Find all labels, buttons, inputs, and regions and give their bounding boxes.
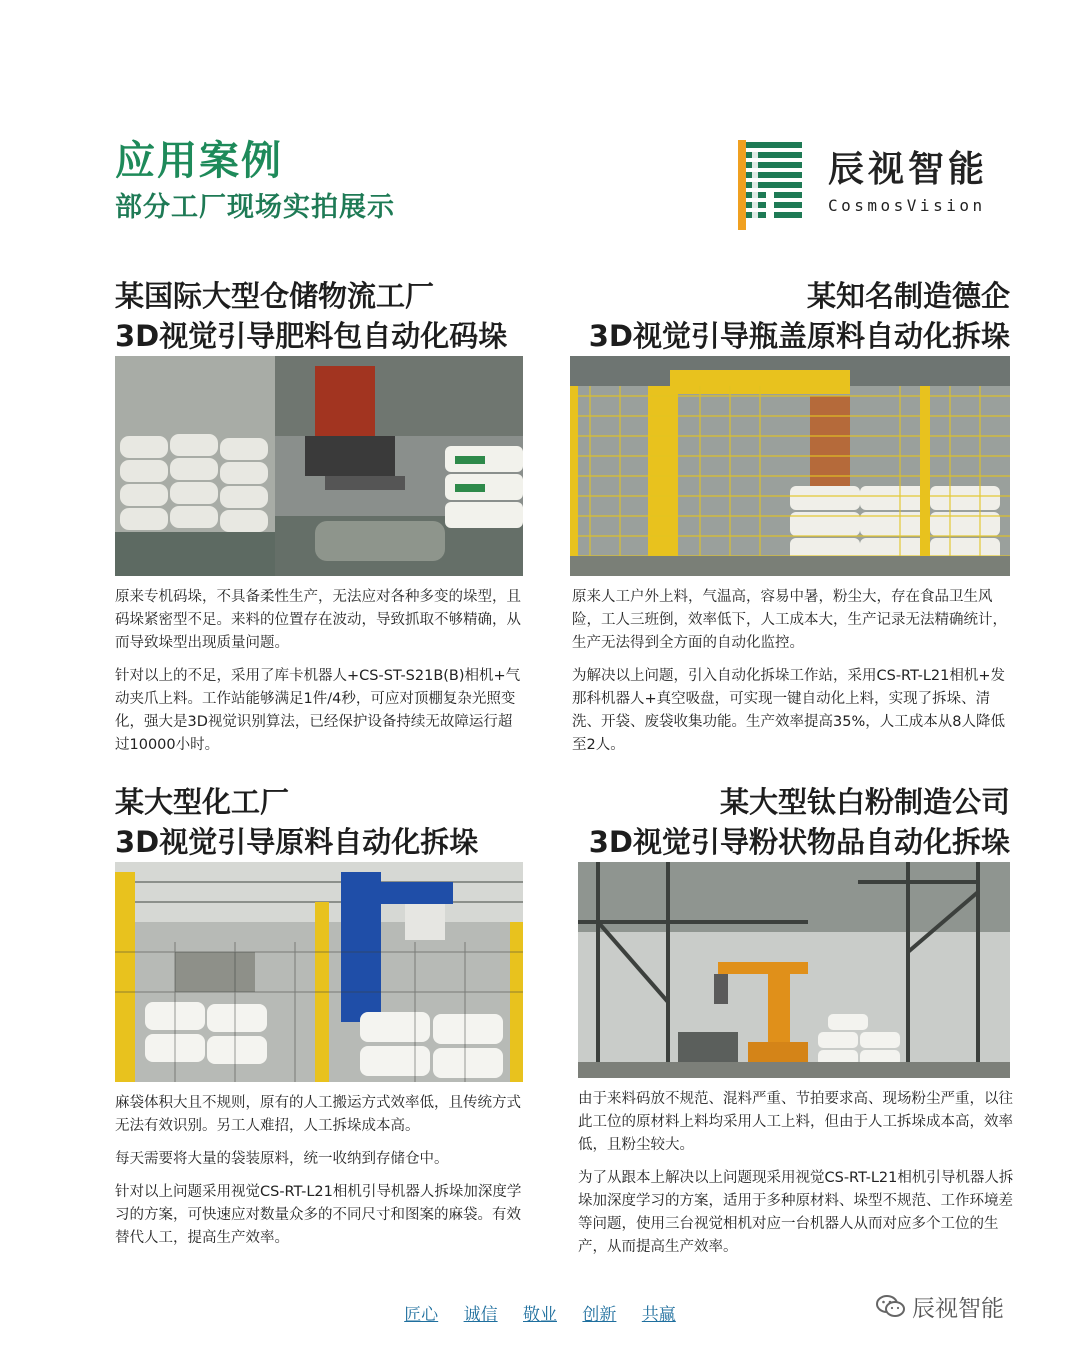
case-1-description <box>115 586 525 767</box>
case-3-description <box>115 1092 525 1260</box>
footer-value-1[interactable]: 匠心 <box>404 1305 439 1325</box>
page-subtitle: 部分工厂现场实拍展示 <box>115 192 395 223</box>
case-3-paragraph-1: 麻袋体积大且不规则，原有的人工搬运方式效率低，且传统方式无法有效识别。另工人难招，人工拆垛成本高。 <box>115 1095 521 1134</box>
case-1-project: 3D视觉引导肥料包自动化码垛 <box>115 319 508 353</box>
depalletizing-cell-photo <box>570 356 1010 576</box>
bag-palletizing-robot-photo <box>115 356 523 576</box>
case-2-description <box>572 586 1012 767</box>
case-3-project: 3D视觉引导原料自动化拆垛 <box>115 825 479 859</box>
case-3-paragraph-2: 每天需要将大量的袋装原料，统一收纳到存储仓中。 <box>115 1151 449 1167</box>
case-4-company: 某大型钛白粉制造公司 <box>719 785 1010 819</box>
case-1-paragraph-2: 针对以上的不足，采用了库卡机器人+CS-ST-S21B(B)相机+气动夹爪上料。工作站能够满足1件/4秒，可应对顶棚复杂光照变化，强大是3D视觉识别算法，已经保护设备持续无故障运行超过10000小时。 <box>115 668 521 753</box>
case-2-paragraph-1: 原来人工户外上料，气温高，容易中暑，粉尘大，存在食品卫生风险，工人三班倒，效率低下，人工成本大，生产记录无法精确统计，生产无法得到全方面的自动化监控。 <box>572 589 1007 651</box>
page-title: 应用案例 <box>115 138 283 184</box>
case-2-paragraph-2: 为解决以上问题，引入自动化拆垛工作站，采用CS-RT-L21相机+发那科机器人+真空吸盘，可实现一键自动化上料，实现了拆垛、清洗、开袋、废袋收集功能。生产效率提高35%，人工成本从8人降低至2人。 <box>572 668 1006 753</box>
footer-value-2[interactable]: 诚信 <box>463 1305 498 1325</box>
case-1-company: 某国际大型仓储物流工厂 <box>115 279 435 313</box>
case-2-company: 某知名制造德企 <box>806 279 1010 313</box>
logo-english: CosmosVision <box>828 196 986 215</box>
footer-value-5[interactable]: 共赢 <box>641 1305 676 1325</box>
case-4-project: 3D视觉引导粉状物品自动化拆垛 <box>588 825 1010 859</box>
chemical-plant-robot-photo <box>115 862 523 1082</box>
case-4-description <box>578 1088 1014 1269</box>
case-4-paragraph-2: 为了从跟本上解决以上问题现采用视觉CS-RT-L21相机引导机器人拆垛加深度学习的方案，适用于多种原材料、垛型不规范、工作环境差等问题，使用三台视觉相机对应一台机器人从而对应多个工位的生产，从而提高生产效率。 <box>578 1170 1014 1255</box>
logo-mark <box>738 140 804 230</box>
logo-name: 辰视智能 <box>828 149 989 190</box>
powder-plant-robot-photo <box>578 862 1010 1078</box>
case-2-project: 3D视觉引导瓶盖原料自动化拆垛 <box>588 319 1010 353</box>
footer-value-3[interactable]: 敬业 <box>523 1305 557 1325</box>
footer-value-4[interactable]: 创新 <box>582 1305 617 1325</box>
case-1-paragraph-1: 原来专机码垛，不具备柔性生产，无法应对各种多变的垛型，且码垛紧密型不足。来料的位置存在波动，导致抓取不够精确，从而导致垛型出现质量问题。 <box>115 589 521 651</box>
wechat-icon <box>876 1294 906 1320</box>
case-3-paragraph-3: 针对以上问题采用视觉CS-RT-L21相机引导机器人拆垛加深度学习的方案，可快速应对数量众多的不同尺寸和图案的麻袋。有效替代人工，提高生产效率。 <box>115 1184 522 1246</box>
wechat-account-name: 辰视智能 <box>912 1296 1004 1322</box>
case-3-company: 某大型化工厂 <box>115 785 290 819</box>
case-4-paragraph-1: 由于来料码放不规范、混料严重、节拍要求高、现场粉尘严重，以往此工位的原材料上料均采用人工上料，但由于人工拆垛成本高，效率低，且粉尘较大。 <box>578 1091 1013 1153</box>
